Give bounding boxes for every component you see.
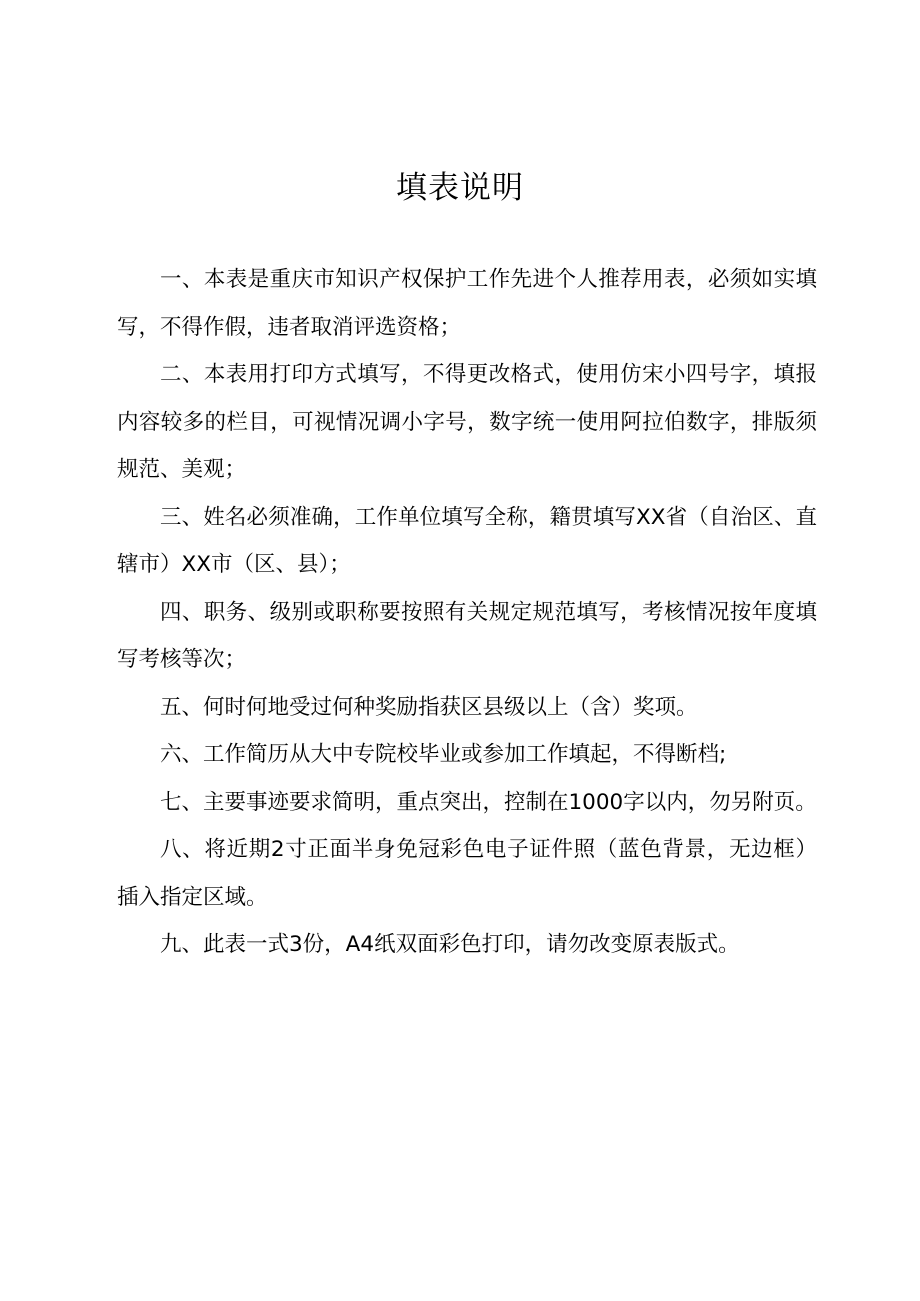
document-title: 填表说明	[396, 170, 524, 206]
instruction-item-7: 七、主要事迹要求简明，重点突出，控制在1000字以内，勿另附页。	[160, 789, 817, 815]
instruction-item-3: 三、姓名必须准确，工作单位填写全称，籍贯填写XX省（自治区、直辖市）XX市（区、县）；	[117, 504, 817, 577]
instruction-item-4: 四、职务、级别或职称要按照有关规定规范填写，考核情况按年度填写考核等次；	[117, 599, 817, 672]
instructions-body	[117, 256, 817, 969]
instruction-item-9: 九、此表一式3份，A4纸双面彩色打印，请勿改变原表版式。	[160, 932, 740, 957]
instruction-item-8: 八、将近期2寸正面半身免冠彩色电子证件照（蓝色背景，无边框）插入指定区域。	[117, 837, 817, 910]
instruction-item-2: 二、本表用打印方式填写，不得更改格式，使用仿宋小四号字，填报内容较多的栏目，可视情况调小字号，数字统一使用阿拉伯数字，排版须规范、美观；	[117, 362, 817, 482]
instruction-item-6: 六、工作简历从大中专院校毕业或参加工作填起，不得断档;	[160, 742, 727, 767]
instruction-item-5: 五、何时何地受过何种奖励指获区县级以上（含）奖项。	[160, 694, 698, 720]
instruction-item-1: 一、本表是重庆市知识产权保护工作先进个人推荐用表，必须如实填写，不得作假，违者取消评选资格；	[117, 267, 817, 340]
